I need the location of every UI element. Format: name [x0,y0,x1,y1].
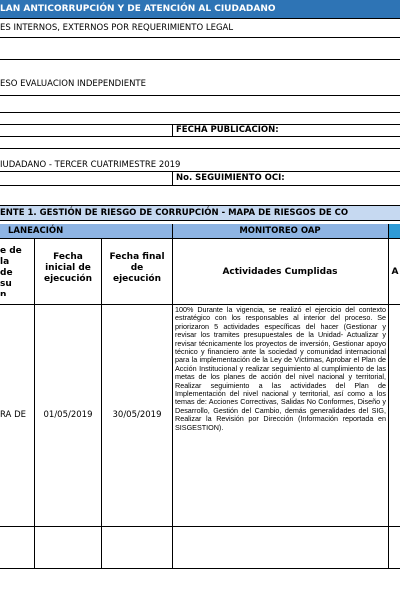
component-title: ENTE 1. GESTIÓN DE RIESGO DE CORRUPCIÓN - MAPA DE RIESGOS DE CO [0,206,400,220]
divider [101,238,102,568]
divider [172,224,173,568]
divider [0,185,400,186]
monitoreo-section-header: MONITOREO OAP [172,224,388,238]
divider [0,171,400,172]
divider [0,136,400,137]
row-meta-cell: RA DE [0,410,26,420]
divider [388,224,389,568]
divider [0,18,400,19]
col-header-next: A [391,267,399,277]
col-header-actividades: Actividades Cumplidas [222,267,338,277]
process-type-text: ES INTERNOS, EXTERNOS POR REQUERIMIENTO LEGAL [0,23,234,33]
fecha-inicial-cell: 01/05/2019 [43,410,93,420]
divider [0,37,400,38]
divider [0,304,400,305]
divider [0,148,400,149]
divider [172,171,173,185]
planeacion-section-header: LANEACIÓN [0,224,172,238]
col-header-fecha-inicial: Fecha inicial de ejecución [43,252,93,284]
divider [0,220,400,221]
fecha-final-cell: 30/05/2019 [112,410,162,420]
fecha-publicacion-label: FECHA PUBLICACIÓN: [176,125,279,135]
divider [172,124,173,136]
divider [0,59,400,60]
divider [0,526,400,527]
divider [34,238,35,568]
report-period-text: IUDADANO - TERCER CUATRIMESTRE 2019 [0,160,181,170]
actividades-cumplidas-cell: 100% Durante la vigencia, se realizó el ejercicio del contexto estratégico con los responsables al interior del proceso. Se priorizaron 5 actividades específicas del hacer (Gestionar y revisar los tramites presupuestales de la Unidad- Actualizar y revisar técnicamente los proyectos de inversión, Gestionar apoyo técnico y financiero ante la sociedad y comunidad internacional para la implementación de la Ley de Víctimas, Aprobar el Plan de Acción Institucional y realizar seguimiento al cumplimiento de las metas de los planes de acción del nivel nacional y territorial, Realizar seguimiento a las actividades del Plan de Implementación del nivel nacional y territorial, así como a los temas de: Acciones Correctivas, Salidas No Conformes, Diseño y Desarrollo, Gestión del Cambio, demás generalidades del SIG, Realizar la Revisión por Dirección (Información reportada en SISGESTION). [175,306,386,432]
seguimiento-label: No. SEGUIMIENTO OCI: [176,173,285,183]
divider [0,568,400,569]
divider [0,112,400,113]
divider [0,238,400,239]
col-header-meta: e de la de su n [0,246,22,296]
col-header-fecha-final: Fecha final de ejecución [109,252,165,284]
process-name-text: ESO EVALUACIÓN INDEPENDIENTE [0,79,146,89]
plan-title-banner: LAN ANTICORRUPCIÓN Y DE ATENCIÓN AL CIUDADANO [0,0,400,18]
next-section-header [388,224,400,238]
divider [0,95,400,96]
